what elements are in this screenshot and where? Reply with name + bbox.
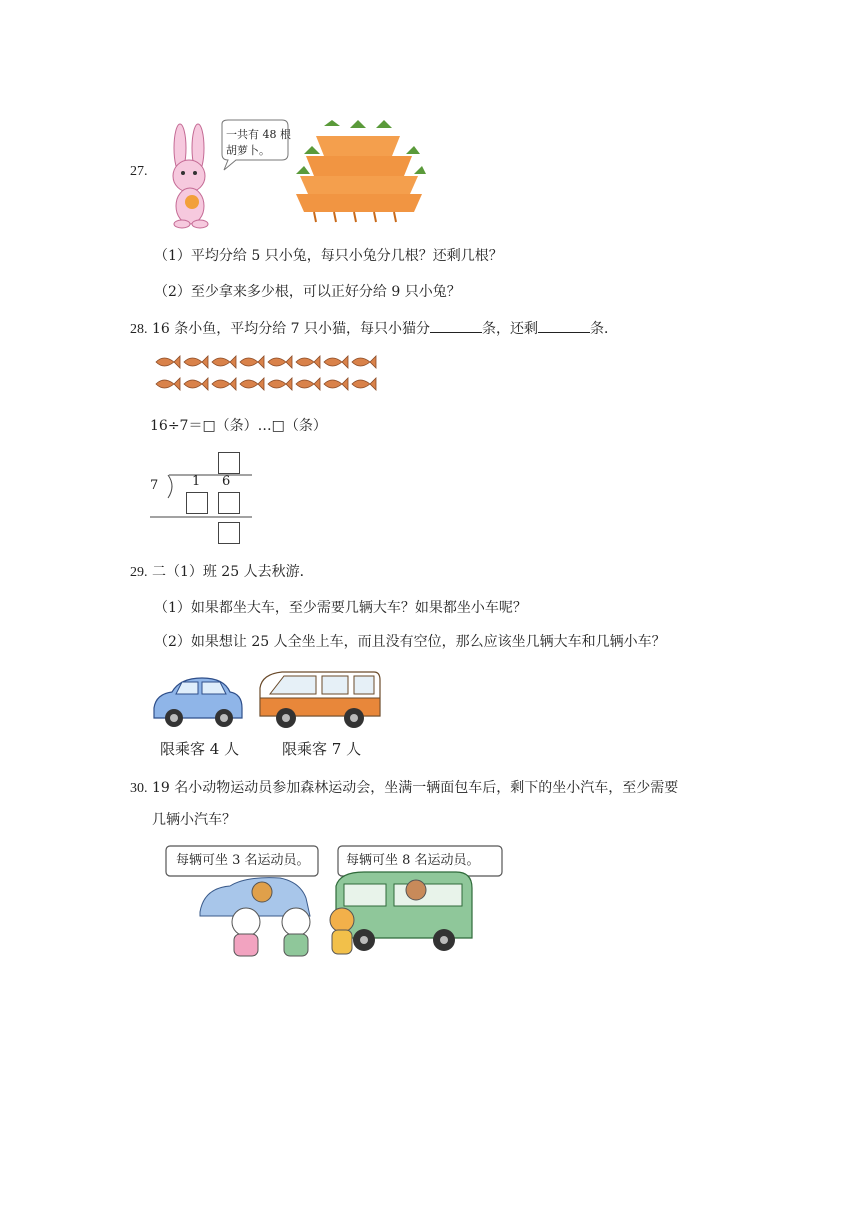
question-29-number: 29.: [130, 565, 148, 580]
rabbit-icon: [173, 124, 208, 228]
van-label: 限乘客 7 人: [282, 740, 362, 758]
answer-blank-2[interactable]: [538, 318, 590, 333]
dividend-digit-1: 1: [192, 474, 201, 489]
small-car-icon: [154, 678, 242, 727]
question-27-number: 27.: [130, 164, 148, 179]
answer-blank-1[interactable]: [430, 318, 482, 333]
fish-group-illustration: [152, 352, 384, 396]
question-30-line-1: 19 名小动物运动员参加森林运动会，坐满一辆面包车后，剩下的坐小汽车，至少需要: [151, 780, 679, 796]
question-28-text-c: 条．: [590, 321, 619, 337]
product-box-2[interactable]: [218, 492, 240, 514]
question-29-stem: [130, 562, 314, 583]
question-28-text-b: 条，还剩: [482, 321, 539, 337]
speech-bubble-line-2: 胡萝卜。: [226, 144, 270, 157]
question-28-number: 28.: [130, 322, 148, 337]
dividend-digit-2: 6: [222, 474, 231, 489]
question-29-text: 二（1）班 25 人去秋游．: [151, 564, 314, 580]
product-box-1[interactable]: [186, 492, 208, 514]
small-car-label: 限乘客 4 人: [160, 740, 240, 758]
carrots-icon: [296, 120, 426, 222]
long-division: [148, 448, 252, 548]
vehicles-illustration: [150, 668, 382, 736]
sign-right-text: 每辆可坐 8 名运动员。: [346, 853, 480, 868]
division-equation: 16÷7＝□（条）…□（条）: [150, 418, 327, 434]
question-28-stem: [130, 318, 618, 340]
minibus-icon: [336, 872, 472, 951]
remainder-box[interactable]: [218, 522, 240, 544]
divisor: 7: [150, 478, 159, 493]
question-30-number: 30.: [130, 781, 148, 796]
sign-left-text: 每辆可坐 3 名运动员。: [176, 853, 310, 868]
speech-bubble-line-1: 一共有 48 根: [226, 128, 291, 141]
question-30-stem: [130, 778, 678, 799]
question-27-sub-1: （1）平均分给 5 只小兔，每只小兔分几根？还剩几根？: [154, 248, 503, 264]
van-icon: [260, 672, 380, 728]
question-29-sub-2: （2）如果想让 25 人全坐上车，而且没有空位，那么应该坐几辆大车和几辆小车？: [154, 634, 666, 650]
fish-icon: [156, 356, 376, 390]
question-30-line-2: 几辆小汽车？: [152, 812, 236, 828]
question-27-sub-2: （2）至少拿来多少根，可以正好分给 9 只小兔？: [154, 284, 461, 300]
question-28-text-a: 16 条小鱼，平均分给 7 只小猫，每只小猫分: [151, 321, 431, 337]
question-29-sub-1: （1）如果都坐大车，至少需要几辆大车？如果都坐小车呢？: [154, 600, 527, 616]
rabbit-carrots-illustration: [164, 118, 426, 230]
